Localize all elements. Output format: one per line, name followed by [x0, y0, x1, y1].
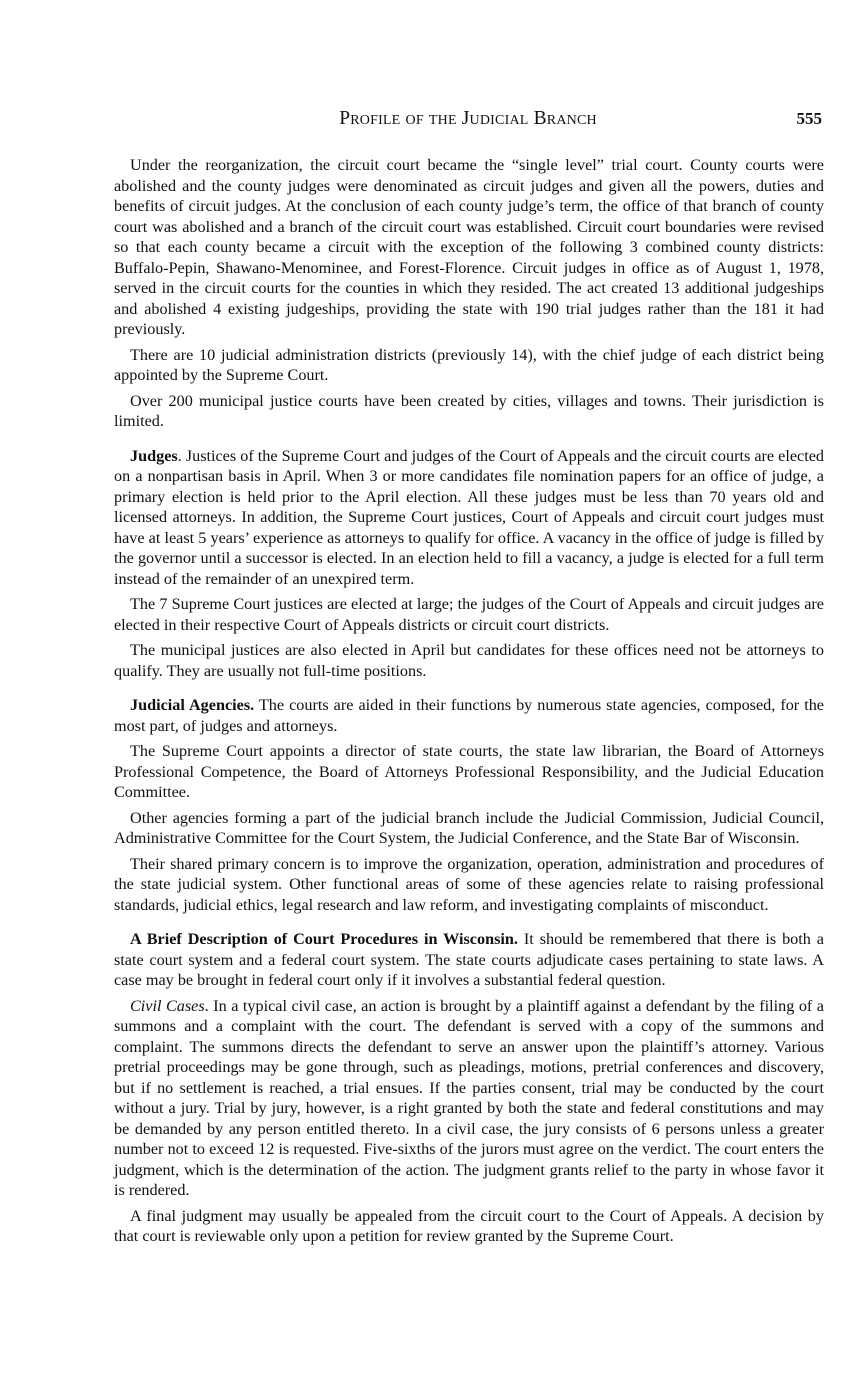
paragraph-municipal-courts: Over 200 municipal justice courts have been created by cities, villages and towns. Their jurisdiction is limited. — [114, 391, 824, 430]
page-number: 555 — [796, 109, 822, 128]
paragraph-supreme-court-appointments: The Supreme Court appoints a director of state courts, the state law librarian, the Board of Attorneys Professional Competence, the Board of Attorneys Professional Responsibility, and the Judicial Education Committee. — [114, 742, 824, 801]
heading-judges: Judges — [130, 446, 178, 465]
paragraph-judges-text: . Justices of the Supreme Court and judges of the Court of Appeals and the circuit courts are elected on a nonpartisan basis in April. When 3 or more candidates file nomination papers for an office of judge, a primary election is held prior to the April election. All these judges must be less than 70 years old and licensed attorneys. In addition, the Supreme Court justices, Court of Appeals and circuit court judges must have at least 5 years’ experience as attorneys to qualify for office. A vacancy in the office of judge is filled by the governor until a successor is elected. In an election held to fill a vacancy, a judge is elected for a full term instead of the remainder of an unexpired term. — [114, 446, 824, 588]
page-header — [114, 108, 822, 136]
paragraph-judges — [114, 446, 824, 590]
paragraph-civil-cases-text: . In a typical civil case, an action is brought by a plaintiff against a defendant by the filing of a summons and a complaint with the court. The defendant is served with a copy of the summons and complaint. The summons directs the defendant to serve an answer upon the plaintiff’s attorney. Various pretrial proceedings may be gone through, such as pleadings, motions, pretrial conferences and discovery, but if no settlement is reached, a trial ensues. If the parties consent, trial may be conducted by the court without a jury. Trial by jury, however, is a right granted by both the state and federal constitutions and may be demanded by any person entitled thereto. In a civil case, the jury consists of 6 persons unless a greater number not to exceed 12 is requested. Five-sixths of the jurors must agree on the verdict. The court enters the judgment, which is the determination of the action. The judgment grants relief to the party in whose favor it is rendered. — [114, 996, 824, 1199]
heading-judicial-agencies: Judicial Agencies. — [130, 696, 255, 714]
paragraph-civil-cases — [114, 996, 824, 1201]
paragraph-court-procedures-text: It should be remembered that there is both a state court system and a federal court system. The state courts adjudicate cases pertaining to state laws. A case may be brought in federal court only if it involves a substantial federal question. — [114, 930, 824, 989]
paragraph-elections-at-large: The 7 Supreme Court justices are elected at large; the judges of the Court of Appeals and circuit judges are elected in their respective Court of Appeals districts or circuit court districts. — [114, 595, 824, 634]
paragraph-municipal-justices: The municipal justices are also elected in April but candidates for these offices need not be attorneys to qualify. They are usually not full-time positions. — [114, 641, 824, 680]
paragraph-appeals: A final judgment may usually be appealed from the circuit court to the Court of Appeals. A decision by that court is reviewable only upon a petition for review granted by the Supreme Court. — [114, 1206, 824, 1245]
heading-civil-cases: Civil Cases — [130, 996, 205, 1015]
body-text — [114, 155, 824, 1247]
paragraph-reorganization: Under the reorganization, the circuit court became the “single level” trial court. County courts were abolished and the county judges were denominated as circuit judges and given all the powers, duties and benefits of circuit judges. At the conclusion of each county judge’s term, the office of that branch of county court was abolished and a branch of the circuit court was established. Circuit court boundaries were revised so that each county became a circuit with the exception of the following 3 combined county districts: Buffalo-Pepin, Shawano-Menominee, and Forest-Florence. Circuit judges in office as of August 1, 1978, served in the circuit courts for the counties in which they resided. The act created 13 additional judgeships and abolished 4 existing judgeships, providing the state with 190 trial judges rather than the 181 it had previously. — [114, 156, 824, 338]
heading-court-procedures: A Brief Description of Court Procedures in Wisconsin. — [130, 930, 518, 948]
paragraph-court-procedures — [114, 929, 824, 991]
paragraph-shared-concern: Their shared primary concern is to improve the organization, operation, administration and procedures of the state judicial system. Other functional areas of some of these agencies relate to raising professional standards, judicial ethics, legal research and law reform, and investigating complaints of misconduct. — [114, 854, 824, 914]
paragraph-judicial-agencies — [114, 695, 824, 736]
running-title: Profile of the Judicial Branch — [339, 108, 597, 129]
paragraph-judicial-agencies-text: The courts are aided in their functions by numerous state agencies, composed, for the most part, of judges and attorneys. — [114, 696, 824, 735]
paragraph-districts: There are 10 judicial administration districts (previously 14), with the chief judge of each district being appointed by the Supreme Court. — [114, 345, 824, 384]
paragraph-other-agencies: Other agencies forming a part of the judicial branch include the Judicial Commission, Judicial Council, Administrative Committee for the Court System, the Judicial Conference, and the State Bar of Wisconsin. — [114, 808, 824, 847]
